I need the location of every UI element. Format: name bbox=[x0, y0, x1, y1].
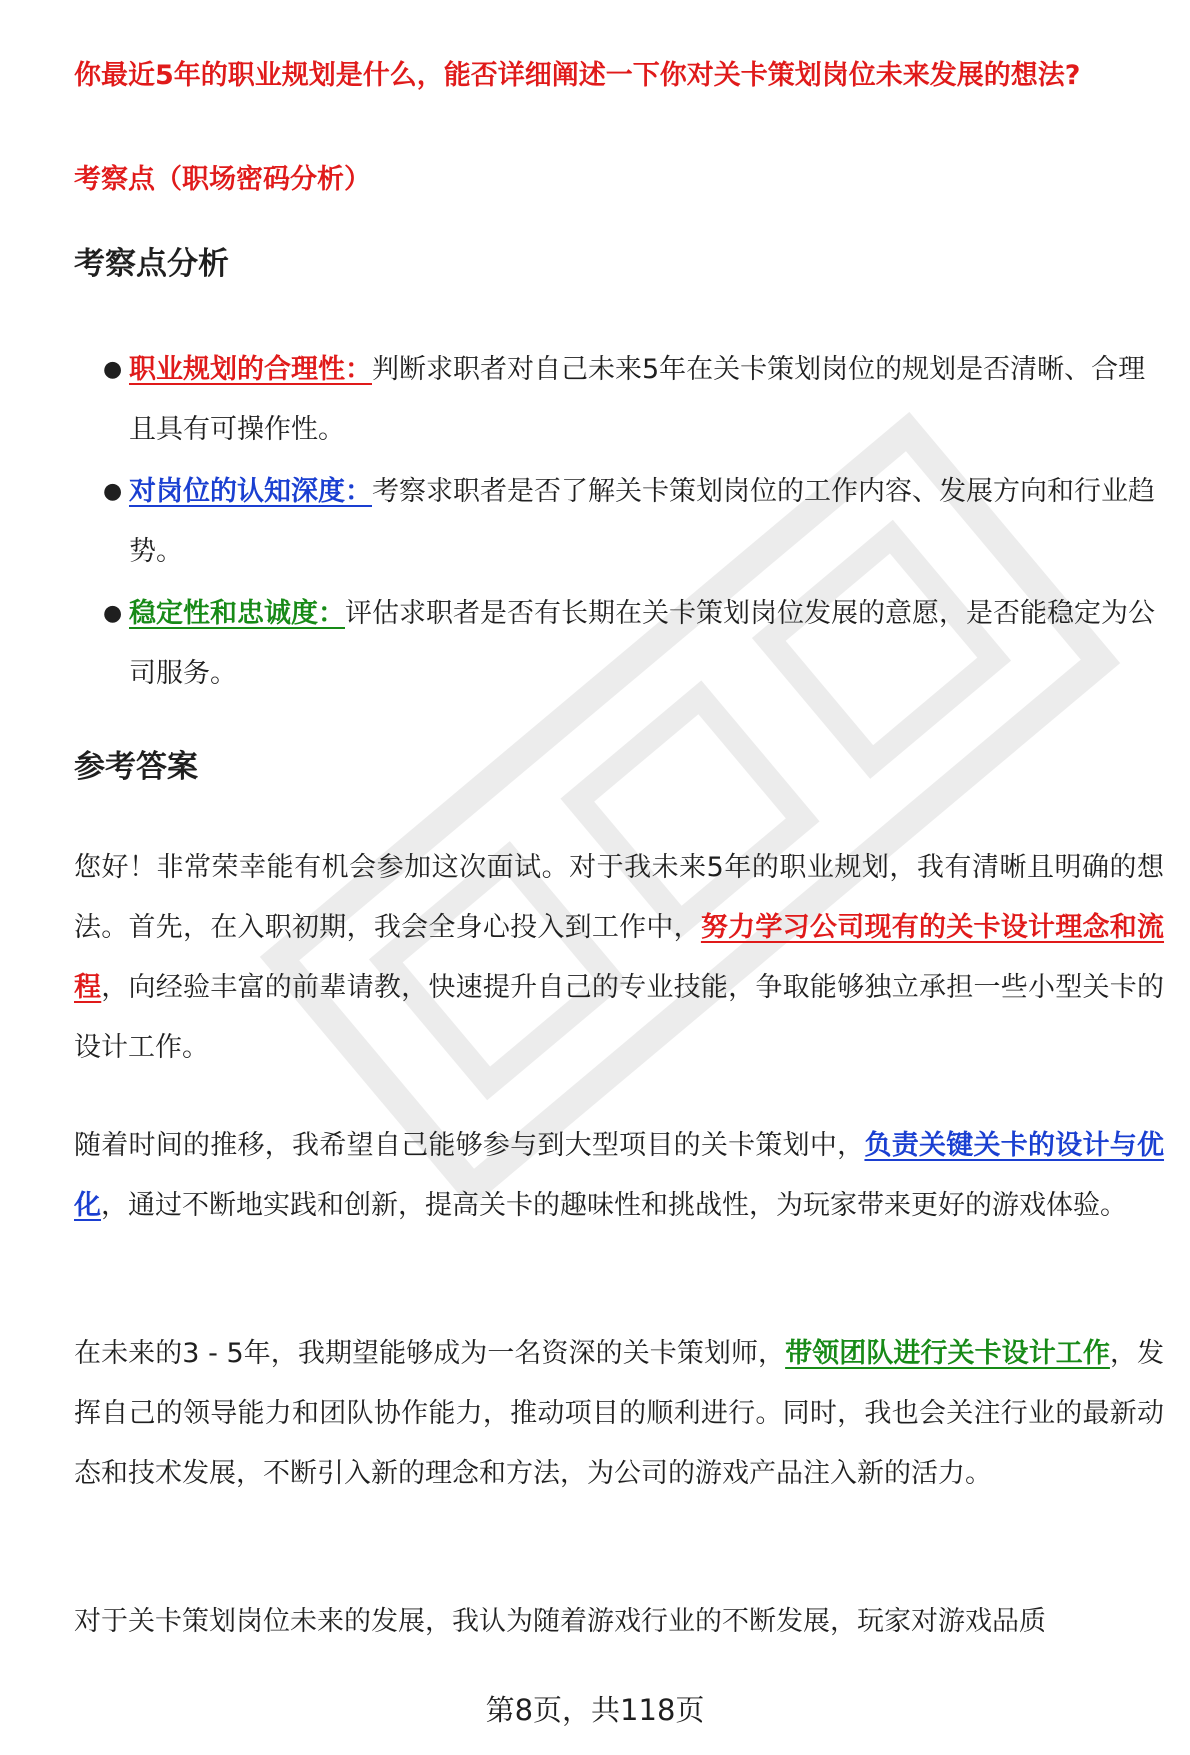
point-text: 判断求职者对自己未来5年在关卡策划岗位的规划是否清晰、合理且具有可操作性。 bbox=[129, 354, 1146, 445]
bullet-icon: ● bbox=[103, 479, 123, 504]
point-text: 考察求职者是否了解关卡策划岗位的工作内容、发展方向和行业趋势。 bbox=[129, 476, 1155, 567]
highlight-keyword: 负责关键关卡的设计与优化 bbox=[74, 1130, 1165, 1221]
paragraph-text: ，发挥自己的领导能力和团队协作能力，推动项目的顺利进行。同时，我也会关注行业的最新动态和技术发展，不断引入新的理念和方法，为公司的游戏产品注入新的活力。 bbox=[74, 1338, 1165, 1489]
keyword-stability: 稳定性和忠诚度： bbox=[129, 598, 345, 629]
paragraph-text: 在未来的3 - 5年，我期望能够成为一名资深的关卡策划师， bbox=[74, 1338, 786, 1369]
paragraph-text: ，向经验丰富的前辈请教，快速提升自己的专业技能，争取能够独立承担一些小型关卡的设计工作。 bbox=[74, 972, 1165, 1063]
paragraph-text: 随着时间的推移，我希望自己能够参与到大型项目的关卡策划中， bbox=[74, 1130, 865, 1161]
answer-paragraph-3 bbox=[74, 1324, 1164, 1504]
answer-heading: 参考答案 bbox=[74, 749, 198, 785]
answer-paragraph-2 bbox=[74, 1116, 1164, 1236]
answer-paragraph-1 bbox=[74, 838, 1164, 1078]
paragraph-text: 对于关卡策划岗位未来的发展，我认为随着游戏行业的不断发展，玩家对游戏品质 bbox=[74, 1606, 1046, 1637]
keyword-rationality: 职业规划的合理性： bbox=[129, 354, 372, 385]
bullet-icon: ● bbox=[103, 357, 123, 382]
paragraph-text: 您好！非常荣幸能有机会参加这次面试。对于我未来5年的职业规划，我有清晰且明确的想法。首先，在入职初期，我会全身心投入到工作中， bbox=[74, 852, 1164, 943]
bullet-icon: ● bbox=[103, 601, 123, 626]
paragraph-text: ，通过不断地实践和创新，提高关卡的趣味性和挑战性，为玩家带来更好的游戏体验。 bbox=[101, 1190, 1127, 1221]
point-text: 评估求职者是否有长期在关卡策划岗位发展的意愿，是否能稳定为公司服务。 bbox=[129, 598, 1155, 689]
highlight-keyword: 努力学习公司现有的关卡设计理念和流程 bbox=[74, 912, 1165, 1003]
list-item bbox=[74, 584, 1164, 704]
answer-paragraph-4 bbox=[74, 1592, 1164, 1652]
question-title: 你最近5年的职业规划是什么，能否详细阐述一下你对关卡策划岗位未来发展的想法? bbox=[74, 60, 1081, 91]
keyword-role-understanding: 对岗位的认知深度： bbox=[129, 476, 372, 507]
highlight-keyword: 带领团队进行关卡设计工作 bbox=[785, 1338, 1110, 1369]
analysis-heading: 考察点分析 bbox=[74, 246, 229, 282]
analysis-list bbox=[74, 340, 1164, 706]
page-number: 第8页，共118页 bbox=[485, 1693, 705, 1727]
analysis-subtitle: 考察点（职场密码分析） bbox=[74, 164, 371, 195]
list-item bbox=[74, 462, 1164, 582]
list-item bbox=[74, 340, 1164, 460]
